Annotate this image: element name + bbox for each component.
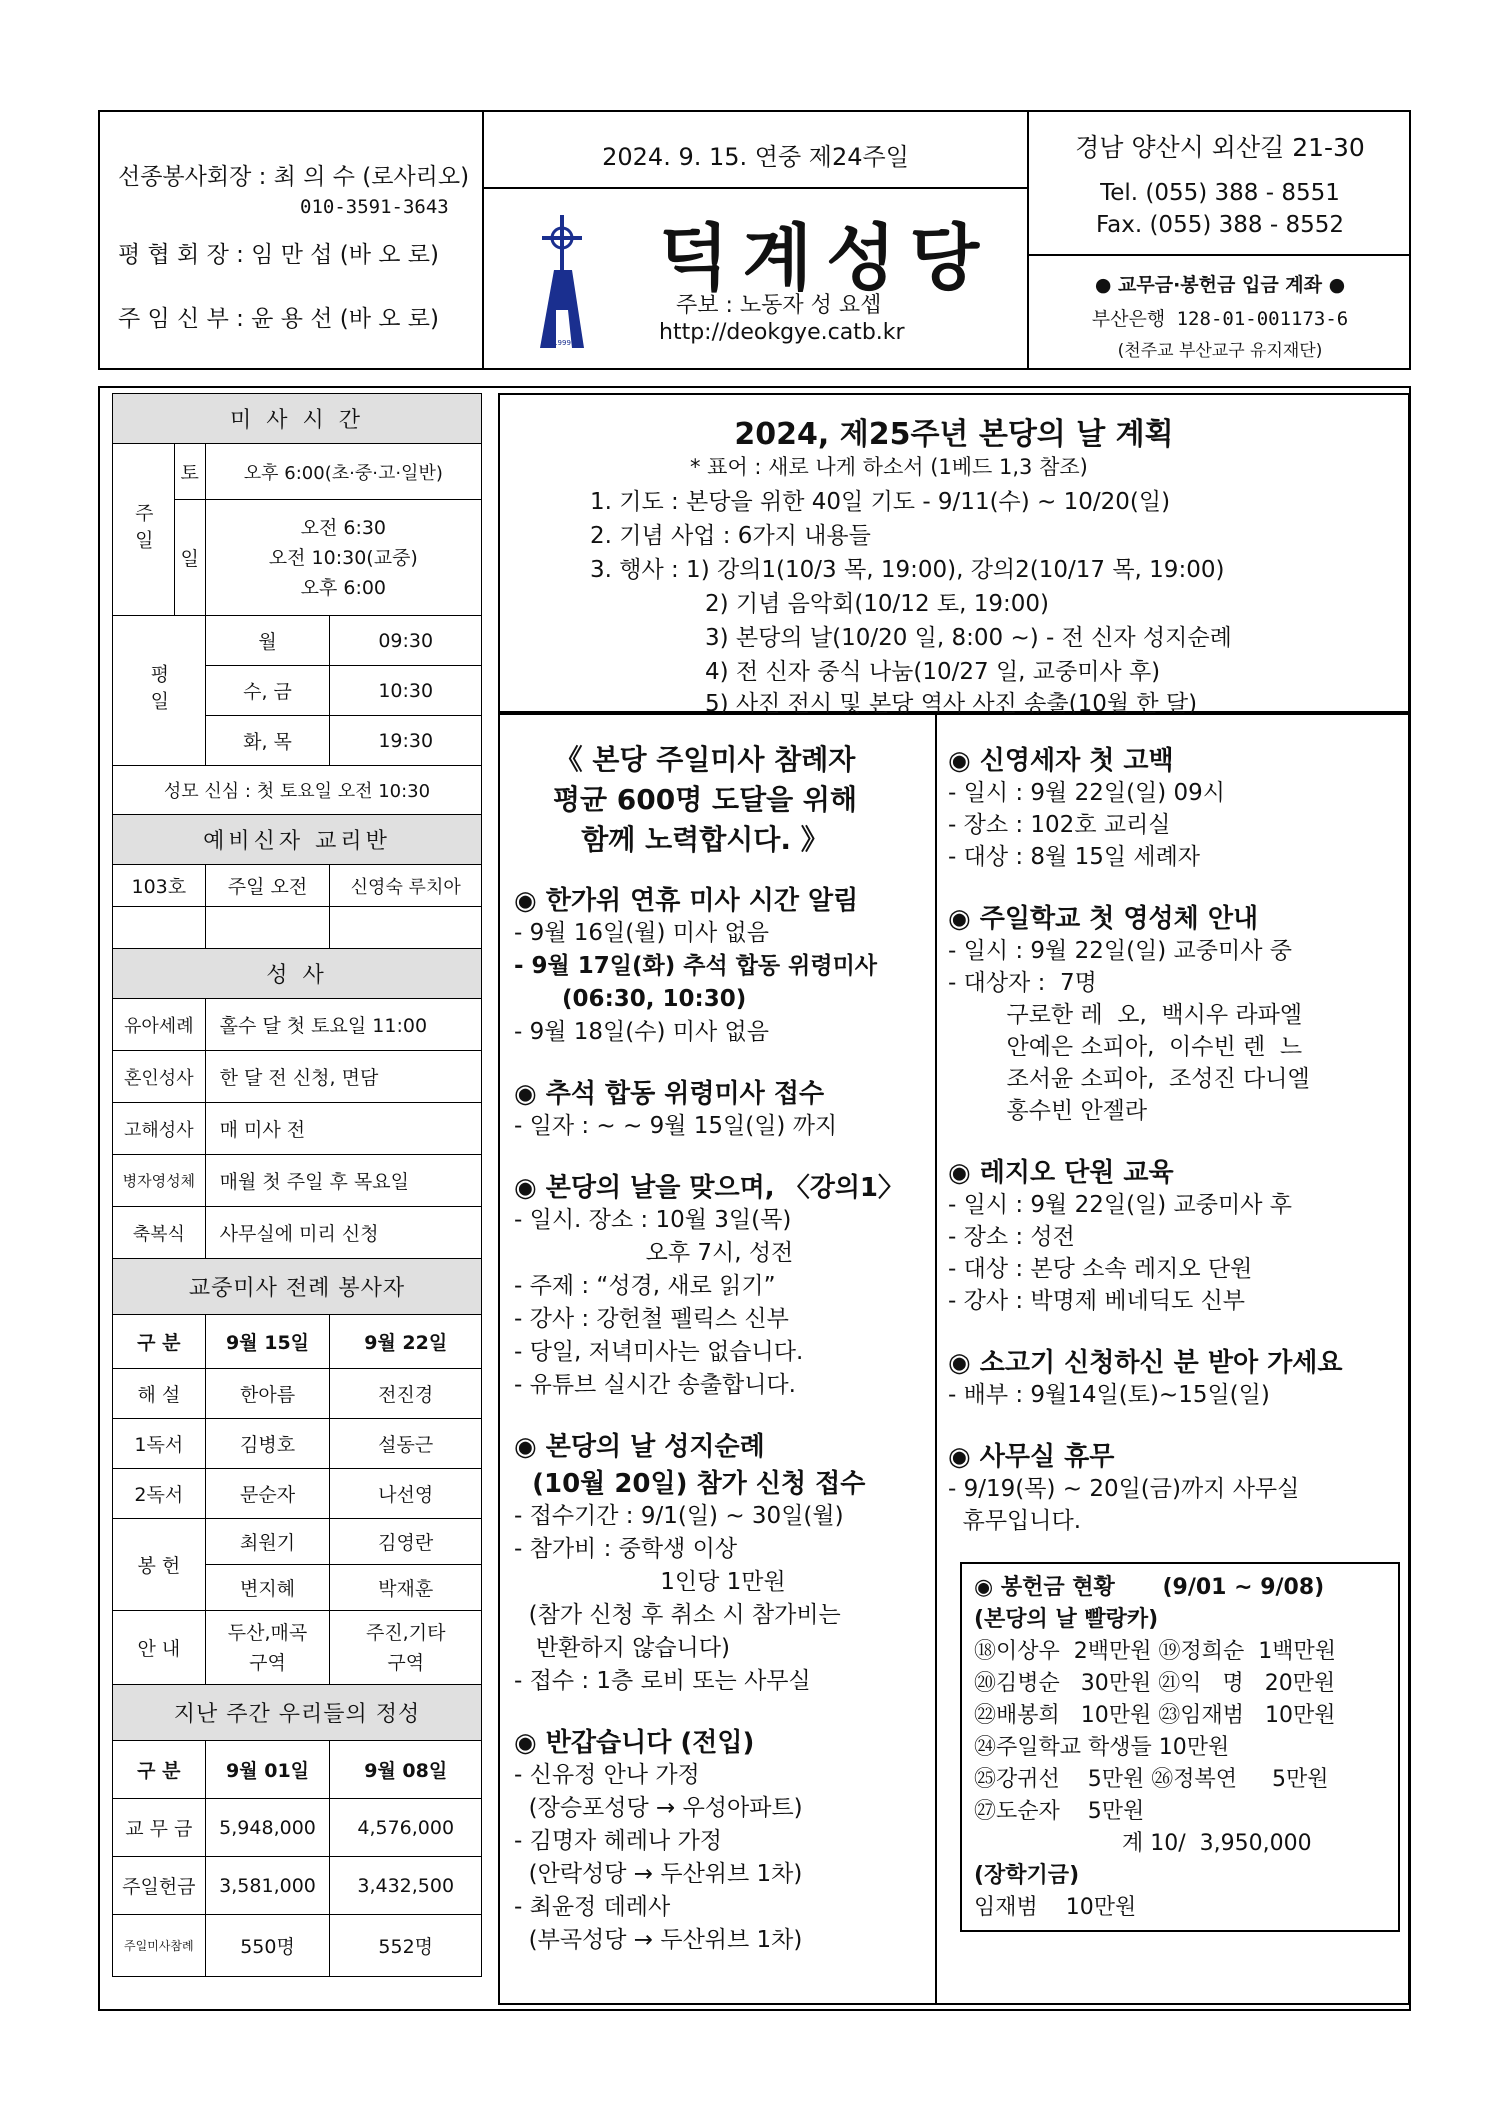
notice-title: ◉ 본당의 날을 맞으며, 〈강의1〉 <box>514 1173 905 1203</box>
donations-period: (9/01 ~ 9/08) <box>1162 1575 1325 1600</box>
donation-line: ㉕강귀선 5만원 ㉖정복연 5만원 <box>974 1767 1329 1792</box>
donation-line: ⑳김병순 30만원 ㉑익 명 20만원 <box>974 1671 1336 1696</box>
offering-week2: 3,432,500 <box>330 1857 482 1915</box>
offering-a: 최원기 <box>205 1519 330 1565</box>
notice-line: (06:30, 10:30) <box>514 986 747 1012</box>
notice-section <box>948 1152 1408 1317</box>
notices-right <box>948 740 1408 1932</box>
leaders-panel <box>100 112 484 368</box>
notice-line: - 일시. 장소 : 10월 3일(목) <box>514 1207 792 1233</box>
anniversary-item: 1. 기도 : 본당을 위한 40일 기도 - 9/11(수) ~ 10/20(일) <box>590 489 1171 515</box>
notice-line: 조서윤 소피아, 조성진 다니엘 <box>948 1066 1310 1092</box>
sun-label: 일 <box>174 500 205 616</box>
guide-b <box>330 1611 482 1685</box>
notice-title: ◉ 레지오 단원 교육 <box>948 1158 1174 1188</box>
notice-title: ◉ 한가위 연휴 미사 시간 알림 <box>514 886 859 916</box>
notice-line: - 대상자 : 7명 <box>948 970 1097 996</box>
patron: 주보 : 노동자 성 요셉 <box>676 293 882 318</box>
donation-line: ⑱이상우 2백만원 ⑲정희순 1백만원 <box>974 1639 1336 1664</box>
notice-line: (장승포성당 → 우성아파트) <box>514 1795 803 1821</box>
notice-line: - 9월 18일(수) 미사 없음 <box>514 1019 769 1045</box>
anniversary-title: 2024, 제25주년 본당의 날 계획 <box>734 417 1174 452</box>
guide-role: 안 내 <box>113 1611 206 1685</box>
sacrament-name: 병자영성체 <box>113 1155 206 1207</box>
notice-title: ◉ 주일학교 첫 영성체 안내 <box>948 904 1259 934</box>
info-table <box>112 393 482 1977</box>
offering-b: 박재훈 <box>330 1565 482 1611</box>
sacrament-desc: 사무실에 미리 신청 <box>205 1207 481 1259</box>
sacrament-desc: 매 미사 전 <box>205 1103 481 1155</box>
sacrament-desc: 한 달 전 신청, 면담 <box>205 1051 481 1103</box>
offering-name: 교 무 금 <box>113 1799 206 1857</box>
goal-line: 함께 노력합시다. 》 <box>581 823 829 856</box>
date-line: 2024. 9. 15. 연중 제24주일 <box>602 143 909 171</box>
goal-line: 평균 600명 도달을 위해 <box>552 783 858 816</box>
servers-head: 9월 22일 <box>330 1315 482 1369</box>
notice-line: 구로한 레 오, 백시우 라파엘 <box>948 1002 1303 1028</box>
notice-line: 반환하지 않습니다) <box>514 1635 730 1661</box>
sacrament-name: 유아세례 <box>113 999 206 1051</box>
title-panel <box>484 112 1029 368</box>
notice-section <box>948 740 1408 873</box>
notice-title: ◉ 본당의 날 성지순례 <box>514 1432 765 1462</box>
devotion: 성모 신심 : 첫 토요일 오전 10:30 <box>113 766 482 815</box>
notice-title: (10월 20일) 참가 신청 접수 <box>514 1469 866 1499</box>
offerings-title: 지난 주간 우리들의 정성 <box>113 1685 482 1741</box>
offering-name: 주일헌금 <box>113 1857 206 1915</box>
fax: Fax. (055) 388 - 8552 <box>1096 212 1344 238</box>
sacrament-name: 축복식 <box>113 1207 206 1259</box>
contact-panel <box>1029 112 1411 368</box>
notice-line: - 참가비 : 중학생 이상 <box>514 1536 738 1562</box>
sacrament-name: 고해성사 <box>113 1103 206 1155</box>
association-chair: 평 협 회 장 : 임 만 섭 (바 오 로) <box>118 242 439 268</box>
notice-title: ◉ 소고기 신청하신 분 받아 가세요 <box>948 1348 1343 1378</box>
anniversary-motto: * 표어 : 새로 나게 하소서 (1베드 1,3 참조) <box>690 455 1088 479</box>
notice-line: 안예은 소피아, 이수빈 렌 느 <box>948 1034 1303 1060</box>
notice-line: - 일자 : ~ ~ 9월 15일(일) 까지 <box>514 1113 838 1139</box>
account-number: 부산은행 128-01-001173-6 <box>1091 308 1349 330</box>
notice-section <box>514 880 930 1049</box>
anniversary-item: 3. 행사 : 1) 강의1(10/3 목, 19:00), 강의2(10/17 목, 19:00) <box>590 557 1225 583</box>
sacraments-title: 성 사 <box>113 949 482 999</box>
weekday-day: 수, 금 <box>205 666 330 716</box>
notice-line: - 대상 : 8월 15일 세례자 <box>948 844 1201 870</box>
notice-line: - 당일, 저녁미사는 없습니다. <box>514 1339 804 1365</box>
notice-line: - 강사 : 강헌철 펠릭스 신부 <box>514 1306 789 1332</box>
notice-line: - 접수 : 1층 로비 또는 사무실 <box>514 1668 811 1694</box>
anniversary-box <box>498 393 1410 717</box>
notice-line: 휴무입니다. <box>948 1508 1082 1534</box>
donation-line: ㉔주일학교 학생들 10만원 <box>974 1735 1230 1760</box>
offering-week1: 550명 <box>205 1915 330 1977</box>
offerings-head: 9월 08일 <box>330 1741 482 1799</box>
council-phone: 010-3591-3643 <box>300 196 449 218</box>
donations-total: 계 10/ 3,950,000 <box>1122 1831 1312 1856</box>
notice-section <box>948 1436 1408 1537</box>
notice-section <box>948 1342 1408 1411</box>
notice-line: 홍수빈 안젤라 <box>948 1098 1148 1124</box>
account-holder: (천주교 부산교구 유지재단) <box>1117 341 1323 361</box>
offering-week2: 4,576,000 <box>330 1799 482 1857</box>
offerings-head: 구 분 <box>113 1741 206 1799</box>
notice-line: - 배부 : 9월14일(토)~15일(일) <box>948 1382 1270 1408</box>
sun-time-1: 오전 6:30 <box>300 516 387 539</box>
sun-times <box>205 500 481 616</box>
guide-b-line1: 주진,기타 <box>365 1621 446 1644</box>
logo-year: 1999 <box>553 339 571 347</box>
notice-section <box>514 1722 930 1957</box>
notice-line: - 장소 : 102호 교리실 <box>948 812 1171 838</box>
notice-section <box>514 1073 930 1143</box>
goal-line: 《 본당 주일미사 참례자 <box>554 743 856 776</box>
weekday-day: 화, 목 <box>205 716 330 766</box>
church-name: 덕계성당 <box>659 215 994 300</box>
server-a: 김병호 <box>205 1419 330 1469</box>
weekday-time: 09:30 <box>330 616 482 666</box>
header-box <box>98 110 1411 370</box>
mass-goal <box>480 740 930 860</box>
notice-line: - 일시 : 9월 22일(일) 교중미사 후 <box>948 1192 1292 1218</box>
sat-time: 오후 6:00(초·중·고·일반) <box>205 444 481 500</box>
church-url[interactable]: http://deokgye.catb.kr <box>659 320 905 345</box>
weekday-time: 19:30 <box>330 716 482 766</box>
notice-line: - 유튜브 실시간 송출합니다. <box>514 1372 796 1398</box>
church-logo <box>532 210 592 350</box>
catechumen-time: 주일 오전 <box>205 865 330 907</box>
guide-a <box>205 1611 330 1685</box>
server-b: 설동근 <box>330 1419 482 1469</box>
notice-section <box>514 1426 930 1698</box>
notice-line: (참가 신청 후 취소 시 참가비는 <box>514 1602 841 1628</box>
notice-line: - 일시 : 9월 22일(일) 09시 <box>948 780 1226 806</box>
notice-title: ◉ 사무실 휴무 <box>948 1442 1115 1472</box>
offerings-head: 9월 01일 <box>205 1741 330 1799</box>
offering-role: 봉 헌 <box>113 1519 206 1611</box>
guide-b-line2: 구역 <box>387 1651 425 1674</box>
notice-section <box>514 1167 930 1402</box>
notice-line: - 일시 : 9월 22일(일) 교중미사 중 <box>948 938 1292 964</box>
notice-line: - 9/19(목) ~ 20일(금)까지 사무실 <box>948 1476 1300 1502</box>
catechumen-teacher: 신영숙 루치아 <box>330 865 482 907</box>
server-a: 문순자 <box>205 1469 330 1519</box>
account-title: ● 교무금·봉헌금 입금 계좌 ● <box>1094 274 1346 296</box>
server-role: 1독서 <box>113 1419 206 1469</box>
sacrament-desc: 홀수 달 첫 토요일 11:00 <box>205 999 481 1051</box>
notice-line: - 9월 17일(화) 추석 합동 위령미사 <box>514 953 878 979</box>
notice-line: - 신유정 안나 가정 <box>514 1762 700 1788</box>
notice-line: (안락성당 → 두산위브 1차) <box>514 1861 803 1887</box>
notice-line: - 강사 : 박명제 베네딕도 신부 <box>948 1288 1246 1314</box>
tel: Tel. (055) 388 - 8551 <box>1100 180 1340 206</box>
sat-label: 토 <box>174 444 205 500</box>
weekday-time: 10:30 <box>330 666 482 716</box>
scholarship-title: (장학기금) <box>974 1863 1080 1888</box>
offering-b: 김영란 <box>330 1519 482 1565</box>
guide-a-line2: 구역 <box>249 1651 286 1674</box>
notice-line: - 접수기간 : 9/1(일) ~ 30일(월) <box>514 1503 844 1529</box>
notice-title: ◉ 신영세자 첫 고백 <box>948 746 1174 776</box>
servers-head: 구 분 <box>113 1315 206 1369</box>
donations-box <box>960 1562 1400 1932</box>
address: 경남 양산시 외산길 21-30 <box>1075 133 1365 162</box>
sun-time-3: 오후 6:00 <box>300 576 387 599</box>
notice-line: - 최윤정 데레사 <box>514 1894 671 1920</box>
offering-a: 변지혜 <box>205 1565 330 1611</box>
notice-title: ◉ 반갑습니다 (전입) <box>514 1728 755 1758</box>
donations-subtitle: (본당의 날 빨랑카) <box>974 1607 1159 1632</box>
anniversary-event: 2) 기념 음악회(10/12 토, 19:00) <box>705 591 1049 617</box>
donations-title: ◉ 봉헌금 현황 <box>974 1575 1115 1600</box>
anniversary-event: 5) 사진 전시 및 본당 역사 사진 송출(10월 한 달) <box>705 691 1198 717</box>
server-role: 2독서 <box>113 1469 206 1519</box>
anniversary-event: 3) 본당의 날(10/20 일, 8:00 ~) - 전 신자 성지순례 <box>705 625 1232 651</box>
weekday-day: 월 <box>205 616 330 666</box>
notice-line: - 주제 : “성경, 새로 읽기” <box>514 1273 776 1299</box>
notice-title: ◉ 추석 합동 위령미사 접수 <box>514 1079 825 1109</box>
server-b: 전진경 <box>330 1369 482 1419</box>
offering-week1: 3,581,000 <box>205 1857 330 1915</box>
offering-name: 주일미사참례 <box>113 1915 206 1977</box>
sunday-label: 주일 <box>113 444 175 616</box>
guide-a-line1: 두산,매곡 <box>227 1621 308 1644</box>
sacrament-name: 혼인성사 <box>113 1051 206 1103</box>
notice-line: - 김명자 헤레나 가정 <box>514 1828 722 1854</box>
sun-time-2: 오전 10:30(교중) <box>268 546 418 569</box>
column-divider <box>935 713 937 2005</box>
notice-line: - 대상 : 본당 소속 레지오 단원 <box>948 1256 1253 1282</box>
council-chair: 선종봉사회장 : 최 의 수 (로사리오) <box>118 164 470 190</box>
anniversary-item: 2. 기념 사업 : 6가지 내용들 <box>590 523 871 549</box>
donation-line: ㉗도순자 5만원 <box>974 1799 1145 1824</box>
server-b: 나선영 <box>330 1469 482 1519</box>
pastor: 주 임 신 부 : 윤 용 선 (바 오 로) <box>118 306 439 332</box>
offering-week2: 552명 <box>330 1915 482 1977</box>
catechumen-title: 예비신자 교리반 <box>113 815 482 865</box>
servers-title: 교중미사 전례 봉사자 <box>113 1259 482 1315</box>
notice-section <box>948 898 1408 1127</box>
notice-line: 1인당 1만원 <box>514 1569 786 1595</box>
sacrament-desc: 매월 첫 주일 후 목요일 <box>205 1155 481 1207</box>
server-role: 해 설 <box>113 1369 206 1419</box>
notice-line: - 9월 16일(월) 미사 없음 <box>514 920 769 946</box>
offering-week1: 5,948,000 <box>205 1799 330 1857</box>
anniversary-event: 4) 전 신자 중식 나눔(10/27 일, 교중미사 후) <box>705 659 1161 685</box>
mass-times-title: 미 사 시 간 <box>113 394 482 444</box>
donations-header <box>974 1572 1388 1604</box>
notices-left <box>500 740 930 1981</box>
server-a: 한아름 <box>205 1369 330 1419</box>
weekday-label: 평일 <box>113 616 206 766</box>
notice-line: (부곡성당 → 두산위브 1차) <box>514 1927 803 1953</box>
servers-head: 9월 15일 <box>205 1315 330 1369</box>
catechumen-room: 103호 <box>113 865 206 907</box>
notice-line: - 장소 : 성전 <box>948 1224 1075 1250</box>
scholarship-line: 임재범 10만원 <box>974 1895 1137 1920</box>
donation-line: ㉒배봉희 10만원 ㉓임재범 10만원 <box>974 1703 1336 1728</box>
notice-line: 오후 7시, 성전 <box>514 1240 794 1266</box>
